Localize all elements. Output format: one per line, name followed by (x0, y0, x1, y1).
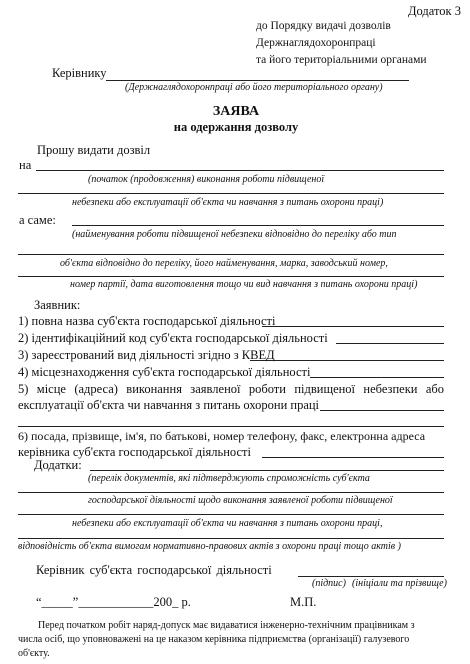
addressee-label: Керівнику (52, 66, 107, 80)
applicant-label: Заявник: (34, 298, 81, 312)
signature-label: Керівник суб'єкта господарської діяльності (36, 563, 272, 577)
attachments-line-3[interactable] (18, 514, 444, 515)
applicant-item-6-line[interactable] (262, 457, 444, 458)
applicant-item-3: 3) зареєстрований вид діяльності згідно з КВЕД (18, 348, 275, 362)
request-line-4[interactable] (18, 254, 444, 255)
request-caption-4: об'єкта відповідно до переліку, його найменування, марка, заводський номер, (60, 258, 388, 269)
request-line-3[interactable] (72, 225, 444, 226)
applicant-item-5-line-2: експлуатації об'єкта чи навчання з питань охорони праці (18, 398, 320, 412)
footer-line-1: Перед початком робіт наряд-допуск має видаватися інженерно-технічним працівникам з (38, 620, 415, 631)
addressee-caption: (Держнаглядохоронпраці або його територіального органу) (125, 82, 383, 93)
attachments-line-4[interactable] (18, 538, 444, 539)
applicant-item-6-line-1: 6) посада, прізвище, ім'я, по батькові, номер телефону, факс, електронна адреса (18, 429, 426, 443)
page-title: ЗАЯВА (212, 104, 260, 119)
request-caption-5: номер партії, дата виготовлення тощо чи вид навчання з питань охорони праці) (70, 279, 418, 290)
applicant-item-5-line-1: 5) місце (адреса) виконання заявленої роботи підвищеної небезпеки або (18, 382, 444, 396)
applicant-item-6-line-2: керівника суб'єкта господарської діяльності (18, 445, 251, 459)
applicant-item-5-extra-line[interactable] (18, 426, 444, 427)
footer-line-2: числа осіб, що уповноважені на це наказом керівника підприємства (організації) галузевого (18, 634, 410, 645)
annex-number: Додаток 3 (408, 4, 461, 18)
header-line-2: Держнаглядохоронпраці (256, 37, 376, 49)
signature-caption-name: (ініціали та прізвище) (352, 578, 447, 589)
attachments-caption-1: (перелік документів, які підтверджують спроможність суб'єкта (88, 473, 370, 484)
attachments-caption-3: небезпеки або експлуатації об'єкта чи навчання з питань охорони праці, (72, 518, 383, 529)
request-caption-1: (початок (продовження) виконання роботи підвищеної (88, 174, 325, 185)
request-on-label: на (19, 158, 32, 172)
request-caption-2: небезпеки або експлуатації об'єкта чи навчання з питань охорони праці) (72, 197, 384, 208)
applicant-item-2: 2) ідентифікаційний код суб'єкта господарської діяльності (18, 331, 328, 345)
signature-line[interactable] (298, 576, 444, 577)
applicant-item-1-line[interactable] (262, 326, 444, 327)
footer-line-3: об'єкту. (18, 648, 50, 659)
attachments-caption-2: господарської діяльності щодо виконання заявленої роботи підвищеної (88, 495, 393, 506)
applicant-item-4-line[interactable] (310, 377, 444, 378)
addressee-line[interactable] (106, 80, 409, 81)
applicant-item-1: 1) повна назва суб'єкта господарської діяльності (18, 314, 276, 328)
attachments-label: Додатки: (34, 458, 82, 472)
request-line-5[interactable] (18, 276, 444, 277)
page-subtitle: на одержання дозволу (173, 120, 299, 134)
applicant-item-5-line[interactable] (320, 410, 444, 411)
attachments-line-1[interactable] (90, 470, 444, 471)
applicant-item-3-line[interactable] (250, 360, 444, 361)
header-line-1: до Порядку видачі дозволів (256, 20, 391, 32)
applicant-item-4: 4) місцезнаходження суб'єкта господарської діяльності (18, 365, 311, 379)
request-caption-3: (найменування роботи підвищеної небезпеки відповідно до переліку або тип (72, 229, 397, 240)
header-line-3: та його територіальними органами (256, 54, 427, 66)
signature-seal: М.П. (290, 595, 317, 609)
request-namely-label: а саме: (19, 213, 56, 227)
request-text: Прошу видати дозвіл (37, 143, 151, 157)
request-line-2[interactable] (18, 193, 444, 194)
request-line-1[interactable] (36, 170, 444, 171)
applicant-item-2-line[interactable] (336, 343, 444, 344)
attachments-line-2[interactable] (18, 492, 444, 493)
signature-caption-sign: (підпис) (312, 578, 346, 589)
attachments-caption-4: відповідність об'єкта вимогам нормативно-правових актів з охорони праці тощо актів ) (18, 541, 401, 552)
signature-date[interactable]: “_____”____________200_ р. (36, 595, 191, 609)
